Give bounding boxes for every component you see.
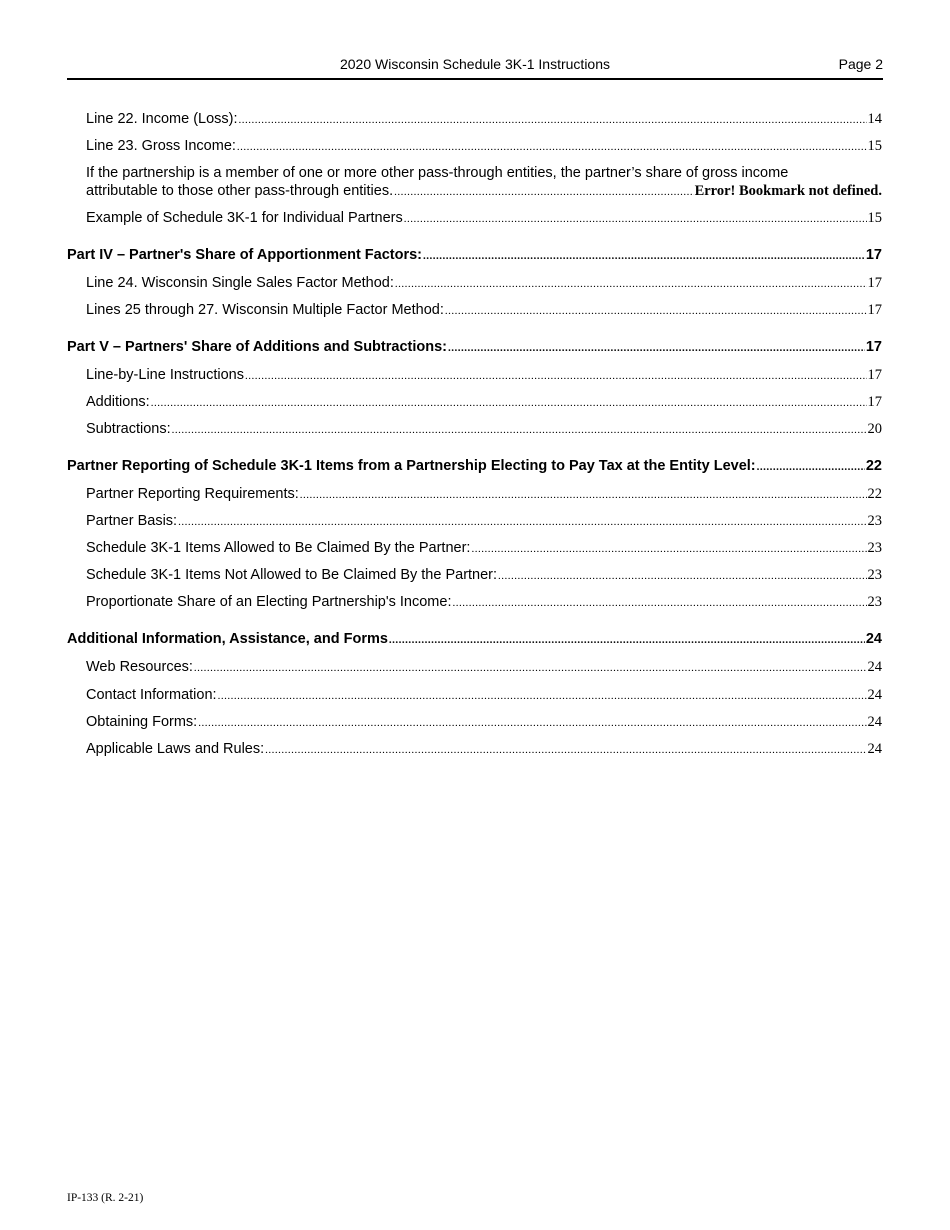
dot-leader (394, 183, 693, 201)
toc-entry-passthrough[interactable] (86, 182, 882, 201)
toc-page-number: 17 (867, 275, 882, 291)
toc-entry-items-allowed[interactable] (86, 539, 882, 558)
toc-label: Obtaining Forms: (86, 714, 198, 730)
toc-entry-reporting-requirements[interactable] (86, 485, 882, 504)
toc-page-number: 22 (867, 486, 882, 502)
toc-label: Schedule 3K-1 Items Allowed to Be Claimed By the Partner: (86, 540, 471, 556)
toc-entry-example[interactable] (86, 209, 882, 228)
toc-page-number: 17 (865, 247, 882, 263)
dot-leader (178, 513, 866, 531)
toc-label: Additional Information, Assistance, and Forms (67, 631, 388, 647)
page-header (67, 54, 883, 80)
toc-entry-proportionate-share[interactable] (86, 593, 882, 612)
toc-entry-line-24[interactable] (86, 274, 882, 293)
toc-label: Part IV – Partner's Share of Apportionment Factors: (67, 247, 423, 263)
toc-page-number: 24 (867, 687, 882, 703)
toc-label: Line-by-Line Instructions (86, 367, 244, 383)
toc-entry-web-resources[interactable] (86, 658, 882, 677)
toc-section-part-v[interactable] (67, 338, 882, 357)
dot-leader (218, 687, 867, 705)
dot-leader (757, 458, 865, 476)
toc-page-number: 17 (867, 394, 882, 410)
toc-page-number: 20 (867, 421, 882, 437)
toc-label: Partner Reporting of Schedule 3K-1 Items from a Partnership Electing to Pay Tax at the Entity Level: (67, 458, 756, 474)
dot-leader (445, 302, 867, 320)
toc-page-number: 22 (865, 458, 882, 474)
toc-page-number: 17 (865, 339, 882, 355)
dot-leader (237, 138, 867, 156)
toc-label: Applicable Laws and Rules: (86, 741, 265, 757)
toc-entry-partner-basis[interactable] (86, 512, 882, 531)
dot-leader (404, 210, 867, 228)
dot-leader (151, 394, 867, 412)
dot-leader (423, 247, 865, 265)
toc-entry-line-by-line[interactable] (86, 366, 882, 385)
dot-leader (452, 594, 866, 612)
dot-leader (389, 631, 865, 649)
toc-entry-contact-info[interactable] (86, 686, 882, 705)
toc-entry-additions[interactable] (86, 393, 882, 412)
form-identifier: IP-133 (R. 2-21) (67, 1192, 144, 1204)
dot-leader (198, 714, 866, 732)
toc-page-number: 15 (867, 210, 882, 226)
dot-leader (395, 275, 867, 293)
toc-label: Web Resources: (86, 659, 193, 675)
toc-entry-line-22[interactable] (86, 110, 882, 129)
toc-page-number: 23 (867, 513, 882, 529)
toc-label: Line 24. Wisconsin Single Sales Factor Method: (86, 275, 394, 291)
dot-leader (498, 567, 866, 585)
toc-page-number: 17 (867, 302, 882, 318)
toc-label: Example of Schedule 3K-1 for Individual Partners (86, 210, 403, 226)
toc-entry-subtractions[interactable] (86, 420, 882, 439)
toc-section-additional-info[interactable] (67, 630, 882, 649)
dot-leader (265, 741, 866, 759)
dot-leader (239, 111, 867, 129)
toc-page-number: 23 (867, 594, 882, 610)
toc-label: Partner Reporting Requirements: (86, 486, 299, 502)
page-number: Page 2 (838, 56, 883, 72)
toc-page-number: 17 (867, 367, 882, 383)
toc-label: Contact Information: (86, 687, 217, 703)
toc-entry-applicable-laws[interactable] (86, 740, 882, 759)
toc-label: Part V – Partners' Share of Additions and Subtractions: (67, 339, 447, 355)
dot-leader (172, 421, 867, 439)
dot-leader (300, 486, 867, 504)
toc-label: Lines 25 through 27. Wisconsin Multiple Factor Method: (86, 302, 444, 318)
toc-section-part-iv[interactable] (67, 246, 882, 265)
dot-leader (194, 659, 867, 677)
toc-page-number: 24 (865, 631, 882, 647)
toc-label: Schedule 3K-1 Items Not Allowed to Be Claimed By the Partner: (86, 567, 498, 583)
toc-page-number: 24 (867, 741, 882, 757)
toc-entry-obtaining-forms[interactable] (86, 713, 882, 732)
toc-page-number: 14 (867, 111, 882, 127)
toc-entry-line-23[interactable] (86, 137, 882, 156)
toc-label: attributable to those other pass-through entities. (86, 183, 394, 199)
toc-page-number: 23 (867, 540, 882, 556)
toc-page-number: 24 (867, 714, 882, 730)
toc-page-number: 24 (867, 659, 882, 675)
toc-entry-lines-25-27[interactable] (86, 301, 882, 320)
toc-entry-passthrough-line1[interactable]: If the partnership is a member of one or more other pass-through entities, the partner’s share of gross income (86, 165, 789, 181)
toc-label: Subtractions: (86, 421, 171, 437)
toc-page-number: 15 (867, 138, 882, 154)
toc-error-text: Error! Bookmark not defined. (694, 183, 882, 199)
document-title: 2020 Wisconsin Schedule 3K-1 Instructions (339, 56, 611, 72)
toc-label: Partner Basis: (86, 513, 178, 529)
toc-label: Additions: (86, 394, 150, 410)
dot-leader (245, 367, 867, 385)
toc-page-number: 23 (867, 567, 882, 583)
dot-leader (448, 339, 865, 357)
toc-entry-items-not-allowed[interactable] (86, 566, 882, 585)
toc-section-partner-reporting[interactable] (67, 457, 882, 476)
toc-label: Line 23. Gross Income: (86, 138, 236, 154)
toc-label: Proportionate Share of an Electing Partnership's Income: (86, 594, 452, 610)
toc-label: Line 22. Income (Loss): (86, 111, 238, 127)
dot-leader (471, 540, 866, 558)
